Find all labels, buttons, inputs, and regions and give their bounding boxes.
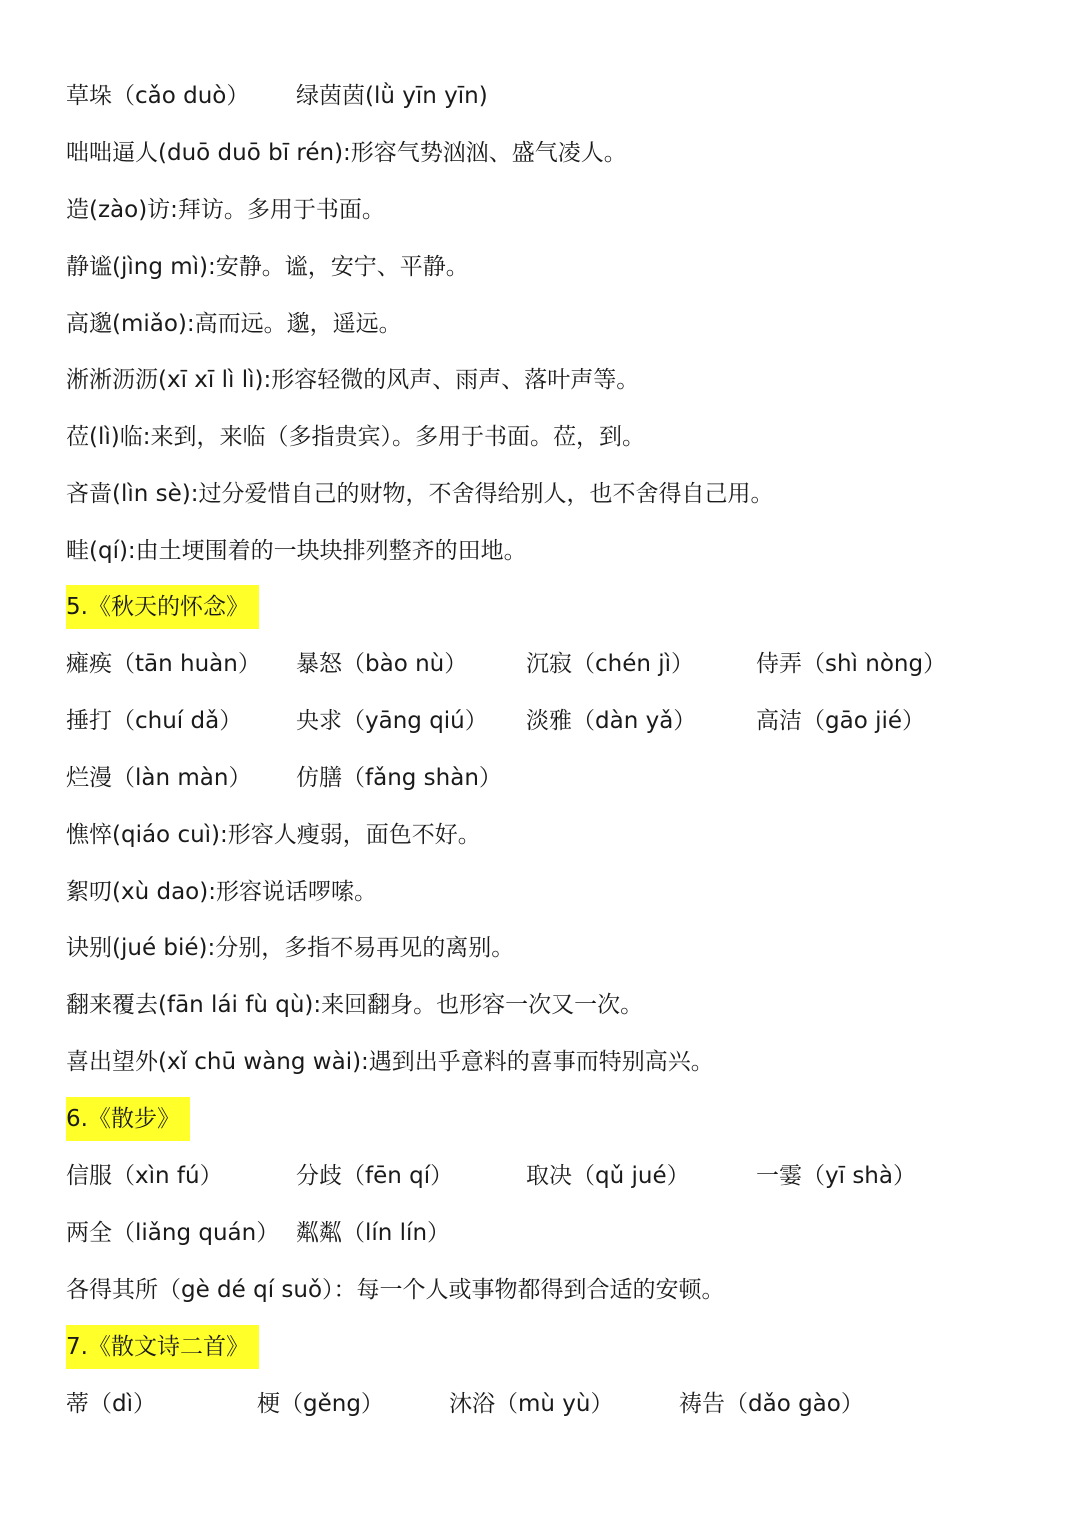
vocab-item: 草垛（cǎo duò）	[66, 83, 250, 109]
definition-line: 絮叨(xù dao):形容说话啰嗦。	[66, 879, 377, 905]
definition-line: 畦(qí):由土埂围着的一块块排列整齐的田地。	[66, 538, 527, 564]
vocab-row	[0, 1160, 1080, 1192]
definition-line: 静谧(jìng mì):安静。谧，安宁、平静。	[66, 254, 469, 280]
definition-line: 憔悴(qiáo cuì):形容人瘦弱，面色不好。	[66, 822, 481, 848]
vocab-item: 瘫痪（tān huàn）	[66, 651, 261, 677]
definition-line: 喜出望外(xǐ chū wàng wài):遇到出乎意料的喜事而特别高兴。	[66, 1049, 714, 1075]
definition-line: 高邈(miǎo):高而远。邈，遥远。	[66, 311, 402, 337]
definition-line: 莅(lì)临:来到，来临（多指贵宾）。多用于书面。莅，到。	[66, 424, 645, 450]
definition-line: 淅淅沥沥(xī xī lì lì):形容轻微的风声、雨声、落叶声等。	[66, 367, 640, 393]
vocab-item: 仿膳（fǎng shàn）	[296, 765, 502, 791]
vocab-item: 蒂（dì）	[66, 1391, 156, 1417]
vocab-item: 高洁（gāo jié）	[756, 708, 926, 734]
section-heading: 6.《散步》	[66, 1097, 190, 1141]
vocab-row	[0, 1217, 1080, 1249]
vocab-item: 暴怒（bào nù）	[296, 651, 468, 677]
vocab-item: 信服（xìn fú）	[66, 1163, 223, 1189]
vocab-item: 取决（qǔ jué）	[526, 1163, 690, 1189]
vocab-item: 分歧（fēn qí）	[296, 1163, 454, 1189]
vocab-row	[0, 705, 1080, 737]
vocab-row	[0, 80, 1080, 112]
vocab-item: 祷告（dǎo gào）	[679, 1391, 864, 1417]
vocab-row	[0, 1388, 1080, 1420]
vocab-item: 侍弄（shì nòng）	[756, 651, 947, 677]
definition-line: 翻来覆去(fān lái fù qù):来回翻身。也形容一次又一次。	[66, 992, 644, 1018]
definition-line: 诀别(jué bié):分别，多指不易再见的离别。	[66, 935, 515, 961]
vocab-item: 梗（gěng）	[257, 1391, 384, 1417]
vocab-row	[0, 762, 1080, 794]
section-heading: 7.《散文诗二首》	[66, 1325, 259, 1369]
definition-line: 各得其所（gè dé qí suǒ）：每一个人或事物都得到合适的安顿。	[66, 1277, 725, 1303]
vocab-item: 两全（liǎng quán）	[66, 1220, 280, 1246]
vocab-item: 沐浴（mù yù）	[449, 1391, 614, 1417]
vocab-item: 绿茵茵(lǜ yīn yīn)	[296, 83, 488, 109]
section-heading: 5.《秋天的怀念》	[66, 585, 259, 629]
vocab-item: 粼粼（lín lín）	[296, 1220, 451, 1246]
vocab-item: 沉寂（chén jì）	[526, 651, 695, 677]
vocab-row	[0, 648, 1080, 680]
vocab-item: 央求（yāng qiú）	[296, 708, 488, 734]
vocab-item: 烂漫（làn màn）	[66, 765, 252, 791]
definition-line: 造(zào)访:拜访。多用于书面。	[66, 197, 385, 223]
definition-line: 咄咄逼人(duō duō bī rén):形容气势汹汹、盛气凌人。	[66, 140, 627, 166]
vocab-item: 一霎（yī shà）	[756, 1163, 916, 1189]
definition-line: 吝啬(lìn sè):过分爱惜自己的财物，不舍得给别人，也不舍得自己用。	[66, 481, 774, 507]
vocab-item: 捶打（chuí dǎ）	[66, 708, 243, 734]
vocab-item: 淡雅（dàn yǎ）	[526, 708, 697, 734]
